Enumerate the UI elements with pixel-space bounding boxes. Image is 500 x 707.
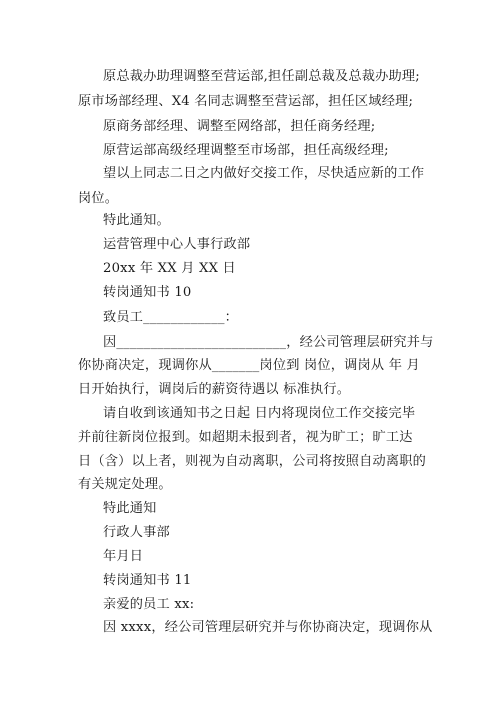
paragraph-line: 你协商决定，现调你从_______岗位到 岗位，调岗从 年 月 bbox=[78, 358, 420, 373]
date-line: 年月日 bbox=[103, 549, 144, 564]
paragraph-line: 原市场部经理、X4 名同志调整至营运部，担任区域经理; bbox=[78, 94, 414, 109]
paragraph-line: 并前往新岗位报到。如超期未报到者，视为旷工；旷工达 bbox=[78, 430, 413, 445]
paragraph-line: 有关规定处理。 bbox=[78, 477, 172, 492]
paragraph-line: 原营运部高级经理调整至市场部，担任高级经理; bbox=[103, 143, 389, 158]
closing-line: 特此通知 bbox=[103, 501, 157, 516]
closing-line: 特此通知。 bbox=[103, 213, 170, 228]
paragraph-line: 日（含）以上者，则视为自动离职，公司将按照自动离职的 bbox=[78, 454, 427, 469]
paragraph-line: 日开始执行，调岗后的薪资待遇以 标准执行。 bbox=[78, 382, 351, 397]
paragraph-line: 原总裁办助理调整至营运部,担任副总裁及总裁办助理; bbox=[103, 69, 420, 84]
paragraph-line: 岗位。 bbox=[78, 191, 119, 206]
paragraph-line: 原商务部经理、调整至网络部，担任商务经理; bbox=[103, 119, 376, 134]
salutation-line: 致员工____________： bbox=[103, 310, 239, 325]
salutation-line: 亲爱的员工 xx: bbox=[103, 597, 195, 612]
section-title: 转岗通知书 10 bbox=[103, 285, 192, 300]
date-line: 20xx 年 XX 月 XX 日 bbox=[103, 261, 236, 276]
paragraph-line: 因_________________________，经公司管理层研究并与 bbox=[103, 335, 434, 350]
department-line: 行政人事部 bbox=[103, 525, 170, 540]
section-title: 转岗通知书 11 bbox=[103, 573, 192, 588]
paragraph-line: 请自收到该通知书之日起 日内将现岗位工作交接完毕 bbox=[103, 406, 416, 421]
paragraph-line: 因 xxxx，经公司管理层研究并与你协商决定，现调你从 bbox=[103, 620, 433, 635]
department-line: 运营管理中心人事行政部 bbox=[103, 237, 251, 252]
paragraph-line: 望以上同志二日之内做好交接工作，尽快适应新的工作 bbox=[103, 166, 425, 181]
